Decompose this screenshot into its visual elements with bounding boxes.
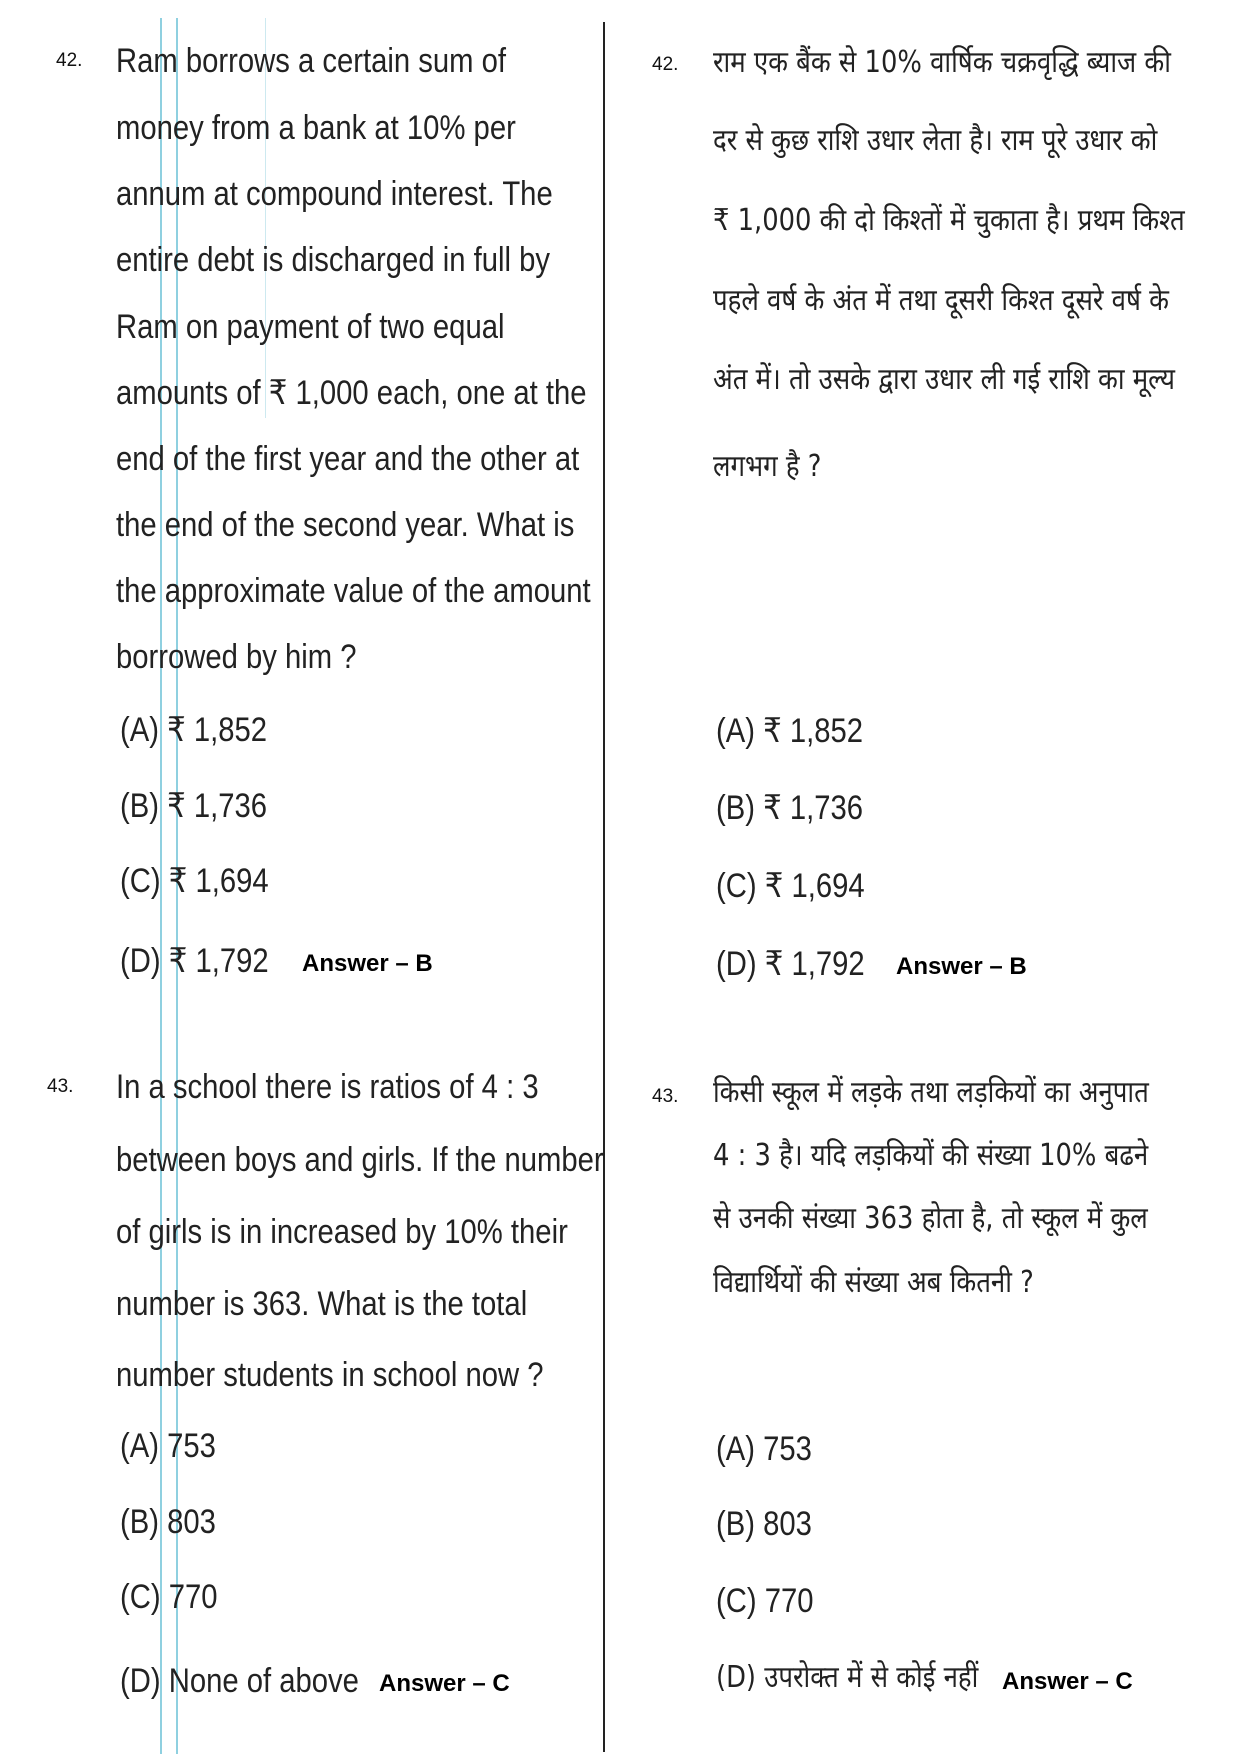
question-text-line: लगभग है ? (713, 449, 822, 484)
option-d: (D) None of above (120, 1662, 359, 1700)
question-text-line: the approximate value of the amount (116, 572, 591, 610)
answer-label: Answer – B (302, 950, 433, 977)
question-text-line: विद्यार्थियों की संख्या अब कितनी ? (713, 1265, 1034, 1300)
question-text-line: end of the first year and the other at (116, 440, 580, 478)
question-text-line: दर से कुछ राशि उधार लेता है। राम पूरे उधार को (713, 123, 1158, 158)
question-text-line: ₹ 1,000 की दो किश्तों में चुकाता है। प्रथम किश्त (713, 203, 1185, 238)
question-text-line: borrowed by him ? (116, 638, 357, 676)
question-text-line: annum at compound interest. The (116, 175, 553, 213)
option-d: (D) ₹ 1,792 (716, 945, 865, 983)
question-text-line: money from a bank at 10% per (116, 109, 516, 147)
question-text-line: राम एक बैंक से 10% वार्षिक चक्रवृद्धि ब्याज की (713, 45, 1171, 80)
option-c: (C) 770 (120, 1578, 218, 1616)
option-b: (B) ₹ 1,736 (716, 789, 864, 827)
question-text-line: In a school there is ratios of 4 : 3 (116, 1068, 539, 1106)
option-b: (B) 803 (120, 1503, 216, 1541)
question-text-line: amounts of ₹ 1,000 each, one at the (116, 374, 587, 412)
option-a: (A) 753 (716, 1430, 812, 1468)
question-number: 43. (652, 1086, 679, 1107)
question-text-line: पहले वर्ष के अंत में तथा दूसरी किश्त दूसरे वर्ष के (713, 283, 1169, 318)
question-text-line: of girls is in increased by 10% their (116, 1213, 568, 1251)
option-c: (C) ₹ 1,694 (716, 867, 865, 905)
option-c: (C) ₹ 1,694 (120, 862, 269, 900)
question-number: 42. (652, 54, 679, 75)
question-text-line: अंत में। तो उसके द्वारा उधार ली गई राशि का मूल्य (713, 362, 1175, 397)
option-d: (D) ₹ 1,792 (120, 942, 269, 980)
question-text-line: 4 : 3 है। यदि लड़कियों की संख्या 10% बढने (713, 1138, 1149, 1173)
question-text-line: entire debt is discharged in full by (116, 241, 550, 279)
question-text-line: किसी स्कूल में लड़के तथा लड़कियों का अनुपात (713, 1075, 1149, 1110)
question-number: 43. (47, 1076, 74, 1097)
question-number: 42. (56, 50, 83, 71)
option-c: (C) 770 (716, 1582, 814, 1620)
answer-label: Answer – C (379, 1670, 510, 1697)
question-text-line: number students in school now ? (116, 1356, 544, 1394)
option-d: (D) उपरोक्त में से कोई नहीं (716, 1660, 979, 1695)
question-text-line: number is 363. What is the total (116, 1285, 528, 1323)
option-a: (A) ₹ 1,852 (716, 712, 864, 750)
option-a: (A) 753 (120, 1427, 216, 1465)
question-text-line: Ram borrows a certain sum of (116, 42, 507, 80)
question-text-line: the end of the second year. What is (116, 506, 575, 544)
question-text-line: Ram on payment of two equal (116, 308, 505, 346)
option-a: (A) ₹ 1,852 (120, 711, 268, 749)
question-text-line: से उनकी संख्या 363 होता है, तो स्कूल में कुल (713, 1201, 1148, 1236)
option-b: (B) 803 (716, 1505, 812, 1543)
question-text-line: between boys and girls. If the number (116, 1141, 604, 1179)
column-divider (603, 22, 605, 1752)
option-b: (B) ₹ 1,736 (120, 787, 268, 825)
answer-label: Answer – B (896, 953, 1027, 980)
answer-label: Answer – C (1002, 1668, 1133, 1695)
